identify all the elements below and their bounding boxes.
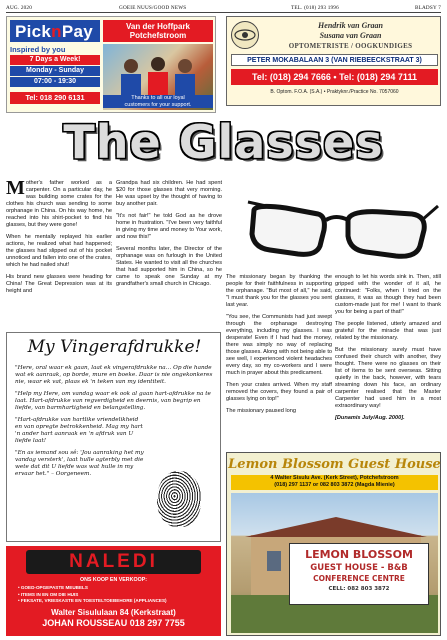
article-source: [Dunamis July/Aug. 2000]. <box>335 415 405 421</box>
page-header <box>6 4 441 13</box>
naledi-items <box>18 585 218 605</box>
article-title: The Glasses <box>63 115 384 169</box>
pnp-staff-photo <box>103 44 213 110</box>
col3-p3: Then your crates arrived. When my staff removed the covers, they found a pair of glasses lying on top!" <box>226 382 332 402</box>
sign-line-2: GUEST HOUSE - B&B <box>310 563 408 573</box>
ad-optometrist <box>226 16 441 106</box>
lemon-address-block <box>231 475 438 490</box>
pnp-days: 7 Days a Week! <box>10 55 100 65</box>
poem-text <box>15 365 215 483</box>
pnp-tel: Tel: 018 290 6131 <box>10 92 100 104</box>
drop-cap: M <box>6 177 25 199</box>
optometrist-footer: B. Optom. F.O.A. (S.A.) • Praktyknr./Practice No. 7057060 <box>270 89 399 95</box>
header-date: AUG. 2020 <box>6 5 33 11</box>
poem-box <box>6 332 221 542</box>
article-col-1 <box>6 177 112 330</box>
logo-n: n <box>51 22 62 41</box>
thanks-line1: Thanks to all our loyal <box>131 95 185 101</box>
guest-house-sign <box>289 543 429 605</box>
naledi-item: • ITEMS IN EN OM DIE HUIS <box>18 591 79 597</box>
eyeglasses-icon <box>226 180 441 272</box>
col1-p2: When he mentally replayed his earlier actions, he realized what had happened; the glasses had slipped out of his pocket unnoticed and fallen into one of the crates, which he had nailed shut! <box>6 234 112 268</box>
logo-pick: Pick <box>15 22 52 41</box>
lemon-address: 4 Walter Sisulu Ave. (Kerk Street), Potchefstroom <box>270 475 399 481</box>
naledi-contact: JOHAN ROUSSEAU 018 297 7755 <box>42 618 185 628</box>
col2-p1: Grandpa had six children. He had spent $20 for those glasses that very morning. He was upset by the thought of having to buy another pair. <box>116 180 222 207</box>
sign-line-3: CONFERENCE CENTRE <box>313 574 405 583</box>
lemon-phones: (018) 297 1137 or 082 803 3872 (Magda Mienie) <box>274 481 395 488</box>
naledi-item: • GOED-OPGEPASTE MEUBELS <box>18 585 88 590</box>
poem-stanza-2: "Help my Here, om vandag waar ek ook al gaan hart-afdrukke na te laat. Hart-afdrukke van regverdigheid en deernis, van begrip en liefde, van barmhartigheid en belangstelling. <box>15 391 211 411</box>
optometrist-name-2: Susana van Graan <box>319 31 382 40</box>
header-page: BLADSY 7 <box>414 5 441 11</box>
poem-stanza-1: "Here, oral waar ek gaan, laat ek vingerafdrukke na… Op die hande wat ek aanraak, op borde, mure en boeke. Daar is nie ongekonkeres nie, waar ek vat, plaas ek 'n teken van my identiteit. <box>15 365 213 385</box>
thanks-line2: customers for your support. <box>124 101 192 108</box>
article-col-2 <box>116 180 222 330</box>
pnp-store-line2: Potchefstroom <box>129 31 187 40</box>
pnp-thanks <box>103 95 213 108</box>
col1-p1: other's father worked as a carpenter. On a particular day, he was building some crates for the clothes his church was sending to some orphanage in China. On his way home, he reached into his shirt-pocket to find his glasses, but they were gone! <box>6 180 112 228</box>
poem-stanza-4: "En as iemand sou sê: 'Jou aanraking het my vandag versterk', laat hulle agterbly met die wete dat dit U liefde was wat hulle in my ervaar het." – Oorgeneem. <box>15 450 144 477</box>
optometrist-tel: Tel: (018) 294 7666 • Tel: (018) 294 7111 <box>231 69 438 85</box>
article-col-3 <box>226 274 332 446</box>
naledi-item: • FEKSATE, VRIESKASTE EN TOESTELTOEBEHORE (APPLIANCES) <box>18 598 167 603</box>
ad-naledi <box>6 546 221 636</box>
col3-p4: The missionary paused long <box>226 408 296 414</box>
sign-line-1: LEMON BLOSSOM <box>305 548 413 561</box>
pnp-weekdays: Monday - Sunday <box>10 66 100 76</box>
col4-p1: enough to let his words sink in. Then, still gripped with the wonder of it all, he continued: "Folks, when I tried on the glasses, it was as though they had been custom-made just for me! I want to thank you for being a part of that!" <box>335 274 441 315</box>
col2-p2: "It's not fair!" he told God as he drove home in frustration. "I've been very faithful in giving my time and money to Your work, and now this!" <box>116 213 222 240</box>
header-paper: GOEIE NUUS/GOOD NEWS <box>119 5 187 11</box>
poem-title: My Vingerafdrukke! <box>27 337 202 357</box>
pnp-hours: 07:00 - 19:30 <box>10 77 100 87</box>
col3-p2: "You see, the Communists had just swept through the orphanage destroying everything, including my glasses. I was desperate! Even if I had had the money, there was simply no way of replacing those glasses. Along with not being able to see well, I experienced violent headaches every day, so my co-workers and I were much in prayer about this predicament. <box>226 314 332 376</box>
optometrist-name-1: Hendrik van Graan <box>318 21 383 30</box>
pnp-store-line1: Van der Hoffpark <box>125 22 190 31</box>
pnp-store-banner <box>103 20 213 42</box>
article-col-4 <box>335 274 441 446</box>
ad-lemon-blossom <box>226 452 441 636</box>
header-tel: TEL. (018) 293 1996 <box>291 5 339 11</box>
eye-icon <box>232 22 258 48</box>
optometrist-address: PETER MOKABALAAN 3 (VAN RIEBEECKSTRAAT 3) <box>231 54 438 66</box>
col2-p3: Several months later, the Director of the orphanage was on furlough in the United States. He wanted to visit all the churches that had supported him in China, so he came to speak one Sunday at my grandfather's small church in Chicago. <box>116 246 222 287</box>
poem-stanza-3: "Hart-afdrukke van hartlike vriendelikheid en van opregte betrokkenheid. Mag my hart 'n ander hart aanraak en 'n afdruk van U liefde laat! <box>15 417 143 444</box>
col4-p3: But the missionary surely must have confused their church with another, they thought. There were no glasses on their list of items to be sent overseas. Sitting quietly in the back, however, with tears streaming down his face, an ordinary carpenter realised that the Master Carpenter had used him in a most extraordinary way! <box>335 347 441 409</box>
col1-p3: His brand new glasses were heading for China! The Great Depression was at its height and <box>6 274 112 294</box>
col3-p1: The missionary began by thanking the people for their faithfulness in supporting the orphanage. "But most of all," he said, "I must thank you for the glasses you sent last year. <box>226 274 332 308</box>
optometrist-logo <box>231 21 259 49</box>
glasses-image <box>226 180 441 272</box>
article-para <box>6 177 112 229</box>
col4-p2: The people listened, utterly amazed and grateful for the miracle that was just related by the missionary. <box>335 321 441 341</box>
naledi-logo: NALEDI <box>26 550 201 574</box>
guest-house-photo <box>231 493 438 633</box>
pick-n-pay-logo <box>10 20 100 42</box>
lemon-title: Lemon Blossom Guest House <box>228 457 441 472</box>
fingerprint-icon <box>157 471 201 527</box>
optometrist-title: OPTOMETRISTE / OOGKUNDIGES <box>288 42 413 50</box>
naledi-address: Walter Sisululaan 84 (Kerkstraat) <box>51 608 176 617</box>
naledi-subtitle: ONS KOOP EN VERKOOP: <box>79 577 147 583</box>
pnp-inspired: Inspired by you <box>10 45 66 54</box>
sign-line-4: CELL: 082 803 3872 <box>328 586 390 592</box>
ad-pick-n-pay <box>6 16 216 113</box>
logo-pay: Pay <box>61 22 94 41</box>
